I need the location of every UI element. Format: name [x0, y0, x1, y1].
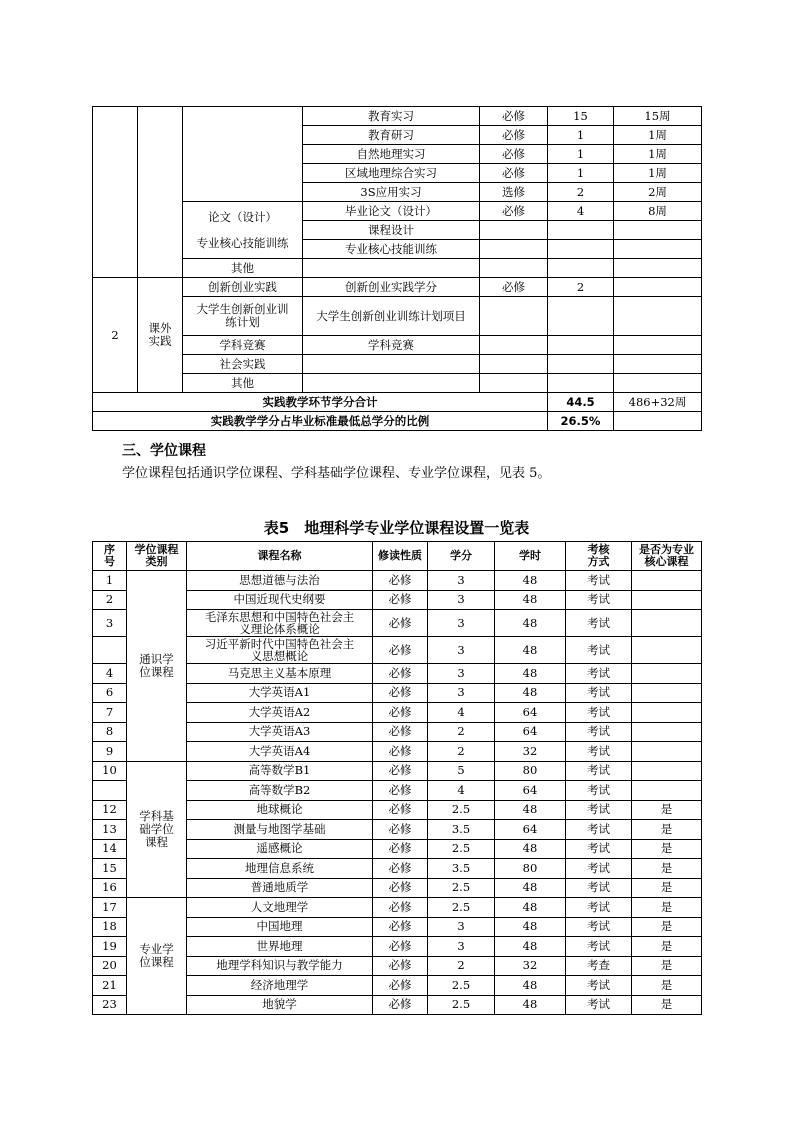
course-weeks: 1周 — [614, 164, 702, 183]
row-number: 19 — [93, 937, 127, 957]
core-course-flag — [632, 761, 702, 781]
course-type — [480, 240, 548, 259]
assessment-method: 考试 — [566, 820, 632, 840]
core-course-flag: 是 — [632, 800, 702, 820]
course-name: 毕业论文（设计） — [303, 202, 480, 221]
row-number: 14 — [93, 839, 127, 859]
course-credit: 3 — [428, 590, 495, 610]
table-row — [93, 259, 702, 278]
course-type: 必修 — [373, 703, 428, 723]
extra-credit — [548, 297, 614, 336]
assessment-method: 考试 — [566, 781, 632, 801]
course-credit: 1 — [548, 126, 614, 145]
row-number: 7 — [93, 703, 127, 723]
course-weeks — [614, 240, 702, 259]
course-name: 马克思主义基本原理 — [187, 664, 373, 684]
course-hours: 80 — [495, 859, 566, 879]
course-hours: 48 — [495, 878, 566, 898]
course-hours: 80 — [495, 761, 566, 781]
header-cell: 学位课程类别 — [127, 542, 187, 571]
course-weeks: 1周 — [614, 145, 702, 164]
core-course-flag — [632, 664, 702, 684]
course-type: 必修 — [373, 878, 428, 898]
course-weeks — [614, 221, 702, 240]
course-name: 地貌学 — [187, 995, 373, 1015]
row-number: 2 — [93, 590, 127, 610]
extra-credit: 2 — [548, 278, 614, 297]
header-cell: 考核方式 — [566, 542, 632, 571]
section-paragraph: 学位课程包括通识学位课程、学科基础学位课程、专业学位课程，见表 5。 — [122, 466, 551, 481]
table-row — [93, 761, 702, 781]
course-name: 地理学科知识与教学能力 — [187, 956, 373, 976]
assessment-method: 考试 — [566, 742, 632, 762]
course-name: 地球概论 — [187, 800, 373, 820]
extra-course: 大学生创新创业训练计划项目 — [303, 297, 480, 336]
course-credit: 2.5 — [428, 800, 495, 820]
core-course-flag — [632, 571, 702, 591]
assessment-method: 考试 — [566, 859, 632, 879]
course-name: 高等数学B1 — [187, 761, 373, 781]
header-cell: 学时 — [495, 542, 566, 571]
extra-course: 创新创业实践学分 — [303, 278, 480, 297]
course-type: 必修 — [373, 976, 428, 996]
extra-item: 学科竞赛 — [183, 336, 303, 355]
header-cell: 是否为专业核心课程 — [632, 542, 702, 571]
table-row — [93, 374, 702, 393]
category-cell: 学科基础学位课程 — [127, 761, 187, 898]
course-weeks: 2周 — [614, 183, 702, 202]
extra-course — [303, 374, 480, 393]
course-credit: 3 — [428, 637, 495, 664]
assessment-method: 考试 — [566, 703, 632, 723]
assessment-method: 考试 — [566, 917, 632, 937]
course-name: 大学英语A3 — [187, 722, 373, 742]
course-type: 必修 — [373, 683, 428, 703]
practice-group-cell — [183, 107, 303, 202]
course-hours: 48 — [495, 937, 566, 957]
course-name: 毛泽东思想和中国特色社会主义理论体系概论 — [187, 610, 373, 637]
ratio-row — [93, 412, 702, 431]
course-name: 3S应用实习 — [303, 183, 480, 202]
row-number: 8 — [93, 722, 127, 742]
practice-num-cell — [93, 107, 138, 278]
course-type: 必修 — [373, 571, 428, 591]
course-weeks: 15周 — [614, 107, 702, 126]
extra-item: 社会实践 — [183, 355, 303, 374]
header-cell: 课程名称 — [187, 542, 373, 571]
course-credit: 1 — [548, 145, 614, 164]
course-type: 必修 — [373, 859, 428, 879]
course-name: 教育研习 — [303, 126, 480, 145]
course-type: 必修 — [373, 637, 428, 664]
course-name: 大学英语A4 — [187, 742, 373, 762]
row-number: 13 — [93, 820, 127, 840]
course-weeks: 8周 — [614, 202, 702, 221]
core-course-flag: 是 — [632, 956, 702, 976]
course-weeks: 1周 — [614, 126, 702, 145]
course-name: 习近平新时代中国特色社会主义思想概论 — [187, 637, 373, 664]
course-type: 必修 — [480, 145, 548, 164]
practice-table — [92, 106, 702, 431]
table-row — [93, 336, 702, 355]
assessment-method: 考试 — [566, 839, 632, 859]
table-row — [93, 355, 702, 374]
row-number: 4 — [93, 664, 127, 684]
row-number: 21 — [93, 976, 127, 996]
course-credit: 2 — [548, 183, 614, 202]
extra-type — [480, 297, 548, 336]
core-course-flag — [632, 637, 702, 664]
table-row — [93, 898, 702, 918]
course-name: 普通地质学 — [187, 878, 373, 898]
extra-course — [303, 355, 480, 374]
course-name: 地理信息系统 — [187, 859, 373, 879]
core-course-flag: 是 — [632, 937, 702, 957]
course-type: 必修 — [480, 202, 548, 221]
course-credit: 2.5 — [428, 976, 495, 996]
table-header-row — [93, 542, 702, 571]
extra-weeks — [614, 336, 702, 355]
course-type: 选修 — [480, 183, 548, 202]
course-credit: 2.5 — [428, 839, 495, 859]
table-row — [93, 202, 702, 221]
assessment-method: 考试 — [566, 898, 632, 918]
course-name: 大学英语A2 — [187, 703, 373, 723]
course-credit: 4 — [428, 703, 495, 723]
course-credit — [548, 221, 614, 240]
row-number — [93, 637, 127, 664]
core-course-flag: 是 — [632, 976, 702, 996]
core-course-flag — [632, 722, 702, 742]
section-title: 三、学位课程 — [122, 443, 206, 459]
course-credit: 4 — [428, 781, 495, 801]
extra-item: 创新创业实践 — [183, 278, 303, 297]
assessment-method: 考试 — [566, 722, 632, 742]
course-type: 必修 — [373, 898, 428, 918]
assessment-method: 考试 — [566, 590, 632, 610]
course-type: 必修 — [373, 664, 428, 684]
course-credit: 3.5 — [428, 859, 495, 879]
course-credit: 2 — [428, 742, 495, 762]
assessment-method: 考试 — [566, 878, 632, 898]
assessment-method: 考试 — [566, 995, 632, 1015]
total-credit: 44.5 — [548, 393, 614, 412]
extra-weeks — [614, 374, 702, 393]
course-name: 区域地理综合实习 — [303, 164, 480, 183]
core-course-flag — [632, 742, 702, 762]
course-type: 必修 — [373, 610, 428, 637]
core-course-flag — [632, 703, 702, 723]
course-credit: 3 — [428, 683, 495, 703]
course-hours: 32 — [495, 742, 566, 762]
course-hours: 48 — [495, 590, 566, 610]
row-number: 17 — [93, 898, 127, 918]
course-hours: 48 — [495, 976, 566, 996]
header-cell: 学分 — [428, 542, 495, 571]
assessment-method: 考试 — [566, 610, 632, 637]
assessment-method: 考试 — [566, 571, 632, 591]
table-row — [93, 571, 702, 591]
course-credit: 2.5 — [428, 878, 495, 898]
course-name: 遥感概论 — [187, 839, 373, 859]
core-course-flag: 是 — [632, 859, 702, 879]
core-course-flag — [632, 683, 702, 703]
table5-title: 表5 地理科学专业学位课程设置一览表 — [263, 519, 530, 537]
course-hours: 48 — [495, 637, 566, 664]
course-name: 大学英语A1 — [187, 683, 373, 703]
category-cell: 专业学位课程 — [127, 898, 187, 1015]
course-hours: 48 — [495, 571, 566, 591]
course-name: 自然地理实习 — [303, 145, 480, 164]
course-type: 必修 — [480, 126, 548, 145]
course-type — [480, 221, 548, 240]
course-type: 必修 — [373, 722, 428, 742]
course-name: 中国近现代史纲要 — [187, 590, 373, 610]
course-type: 必修 — [373, 820, 428, 840]
core-course-flag — [632, 610, 702, 637]
row-number: 3 — [93, 610, 127, 637]
practice-cat-cell — [138, 107, 183, 278]
course-type: 必修 — [373, 917, 428, 937]
course-hours: 48 — [495, 800, 566, 820]
header-cell: 序号 — [93, 542, 127, 571]
course-hours: 48 — [495, 995, 566, 1015]
extra-weeks — [614, 355, 702, 374]
total-row — [93, 393, 702, 412]
table-row — [93, 297, 702, 336]
course-name: 专业核心技能训练 — [303, 240, 480, 259]
course-hours: 64 — [495, 820, 566, 840]
row-number: 9 — [93, 742, 127, 762]
ratio-value: 26.5% — [548, 412, 614, 431]
core-course-flag — [632, 781, 702, 801]
core-course-flag: 是 — [632, 995, 702, 1015]
course-hours: 64 — [495, 722, 566, 742]
course-hours: 64 — [495, 703, 566, 723]
row-number: 15 — [93, 859, 127, 879]
row-number: 16 — [93, 878, 127, 898]
core-course-flag: 是 — [632, 878, 702, 898]
category-cell: 通识学位课程 — [127, 571, 187, 762]
section2-num: 2 — [93, 278, 138, 393]
row-number: 10 — [93, 761, 127, 781]
course-name: 经济地理学 — [187, 976, 373, 996]
core-course-flag: 是 — [632, 820, 702, 840]
course-type: 必修 — [373, 590, 428, 610]
assessment-method: 考试 — [566, 800, 632, 820]
course-credit: 1 — [548, 164, 614, 183]
core-course-flag: 是 — [632, 917, 702, 937]
course-credit: 3 — [428, 571, 495, 591]
assessment-method: 考查 — [566, 956, 632, 976]
course-credit: 3 — [428, 937, 495, 957]
extra-weeks — [614, 278, 702, 297]
total-label: 实践教学环节学分合计 — [93, 393, 548, 412]
core-course-flag — [632, 590, 702, 610]
course-type: 必修 — [373, 761, 428, 781]
assessment-method: 考试 — [566, 664, 632, 684]
course-type: 必修 — [373, 956, 428, 976]
table-row — [93, 278, 702, 297]
assessment-method: 考试 — [566, 761, 632, 781]
row-number: 20 — [93, 956, 127, 976]
course-credit: 3.5 — [428, 820, 495, 840]
degree-course-table — [92, 541, 702, 1015]
course-name: 世界地理 — [187, 937, 373, 957]
course-type: 必修 — [480, 164, 548, 183]
course-credit: 3 — [428, 917, 495, 937]
header-cell: 修读性质 — [373, 542, 428, 571]
thesis-skill-group — [183, 202, 303, 259]
course-credit: 3 — [428, 664, 495, 684]
row-number: 12 — [93, 800, 127, 820]
assessment-method: 考试 — [566, 637, 632, 664]
core-course-flag: 是 — [632, 839, 702, 859]
section2-label: 课外实践 — [138, 278, 183, 393]
extra-item: 大学生创新创业训练计划 — [183, 297, 303, 336]
extra-course: 学科竞赛 — [303, 336, 480, 355]
course-hours: 48 — [495, 610, 566, 637]
other-label: 其他 — [183, 259, 303, 278]
extra-credit — [548, 374, 614, 393]
row-number — [93, 781, 127, 801]
course-credit: 4 — [548, 202, 614, 221]
assessment-method: 考试 — [566, 937, 632, 957]
course-name: 教育实习 — [303, 107, 480, 126]
extra-credit — [548, 355, 614, 374]
course-type: 必修 — [373, 839, 428, 859]
assessment-method: 考试 — [566, 683, 632, 703]
row-number: 6 — [93, 683, 127, 703]
course-hours: 48 — [495, 664, 566, 684]
course-credit: 2 — [428, 956, 495, 976]
extra-type — [480, 374, 548, 393]
course-hours: 32 — [495, 956, 566, 976]
extra-credit — [548, 336, 614, 355]
core-course-flag: 是 — [632, 898, 702, 918]
course-name: 人文地理学 — [187, 898, 373, 918]
thesis-group-label: 论文（设计） — [208, 210, 277, 224]
row-number: 18 — [93, 917, 127, 937]
course-type: 必修 — [373, 742, 428, 762]
skill-group-label: 专业核心技能训练 — [196, 236, 289, 250]
course-hours: 48 — [495, 839, 566, 859]
course-type: 必修 — [373, 781, 428, 801]
course-credit: 2.5 — [428, 995, 495, 1015]
course-hours: 48 — [495, 917, 566, 937]
ratio-label: 实践教学学分占毕业标准最低总学分的比例 — [93, 412, 548, 431]
course-credit: 15 — [548, 107, 614, 126]
extra-item: 其他 — [183, 374, 303, 393]
extra-weeks — [614, 297, 702, 336]
course-credit — [548, 240, 614, 259]
course-name: 高等数学B2 — [187, 781, 373, 801]
course-name: 中国地理 — [187, 917, 373, 937]
course-type: 必修 — [373, 937, 428, 957]
course-hours: 48 — [495, 683, 566, 703]
table-row — [93, 107, 702, 126]
course-credit: 2.5 — [428, 898, 495, 918]
total-weeks: 486+32周 — [614, 393, 702, 412]
assessment-method: 考试 — [566, 976, 632, 996]
extra-type: 必修 — [480, 278, 548, 297]
row-number: 23 — [93, 995, 127, 1015]
course-hours: 64 — [495, 781, 566, 801]
row-number: 1 — [93, 571, 127, 591]
course-name: 测量与地图学基础 — [187, 820, 373, 840]
course-name: 思想道德与法治 — [187, 571, 373, 591]
extra-type — [480, 355, 548, 374]
course-type: 必修 — [373, 995, 428, 1015]
course-name: 课程设计 — [303, 221, 480, 240]
course-credit: 3 — [428, 610, 495, 637]
extra-type — [480, 336, 548, 355]
course-credit: 5 — [428, 761, 495, 781]
course-type: 必修 — [373, 800, 428, 820]
course-credit: 2 — [428, 722, 495, 742]
course-hours: 48 — [495, 898, 566, 918]
course-type: 必修 — [480, 107, 548, 126]
